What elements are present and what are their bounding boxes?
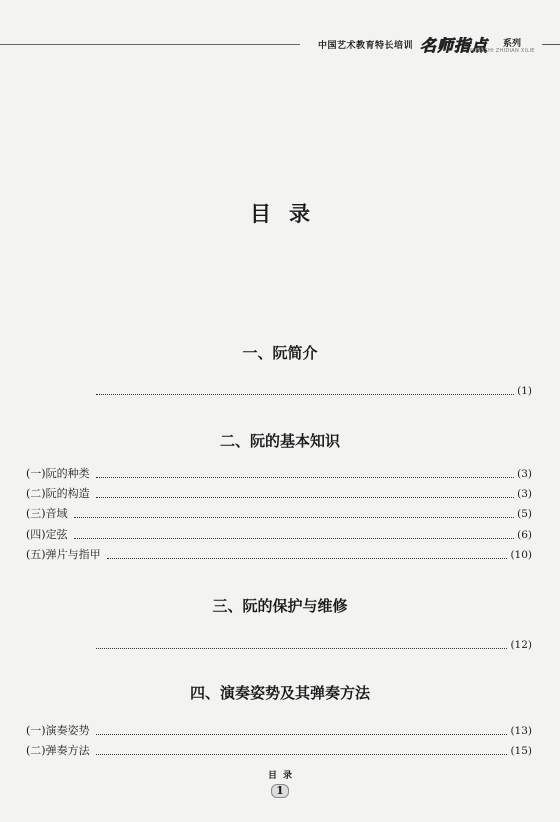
dot-leader <box>96 734 508 735</box>
page-number: (15) <box>510 745 532 757</box>
toc-entry[interactable] <box>26 528 532 542</box>
page-number: (6) <box>517 529 532 541</box>
page-number: (12) <box>510 639 532 651</box>
page-number: (3) <box>517 468 532 480</box>
page-number: (1) <box>517 385 532 397</box>
header-right-rule <box>542 44 560 45</box>
toc-entry[interactable] <box>26 507 532 521</box>
dot-leader <box>96 754 508 755</box>
toc-entry[interactable] <box>26 467 532 481</box>
entry-label: (二)弹奏方法 <box>26 744 90 757</box>
dot-leader <box>96 648 507 649</box>
footer-label: 目录 <box>267 771 298 781</box>
header-left-rule <box>0 44 300 45</box>
toc-entry[interactable] <box>26 487 532 501</box>
section-title: 二、阮的基本知识 <box>219 432 340 450</box>
series-logo: 名师指点 <box>420 36 489 55</box>
entry-label: (三)音域 <box>26 507 68 520</box>
page-number-badge: 1 <box>271 784 289 798</box>
page-number: (13) <box>510 725 532 737</box>
dot-leader <box>107 558 508 559</box>
page-number: (10) <box>510 549 532 561</box>
toc-entry[interactable] <box>96 638 532 652</box>
entry-label: (二)阮的构造 <box>26 487 90 500</box>
section-title: 一、阮简介 <box>242 344 318 362</box>
entry-label: (五)弹片与指甲 <box>26 548 101 561</box>
entry-label: (一)演奏姿势 <box>26 724 90 737</box>
entry-label: (一)阮的种类 <box>26 467 90 480</box>
dot-leader <box>96 394 514 395</box>
dot-leader <box>74 517 515 518</box>
section-title: 四、演奏姿势及其弹奏方法 <box>189 684 370 702</box>
toc-entry[interactable] <box>26 724 532 738</box>
dot-leader <box>96 497 515 498</box>
header-series-name: 中国艺术教育特长培训 <box>318 41 414 51</box>
header-series-suffix: 系列 <box>503 39 522 49</box>
toc-title: 目录 <box>250 201 328 226</box>
dot-leader <box>74 538 515 539</box>
section-title: 三、阮的保护与维修 <box>212 597 348 615</box>
logo-subtitle: MINGSHI ZHIDIAN XILIE <box>470 48 535 54</box>
entry-label: (四)定弦 <box>26 528 68 541</box>
page-number: (5) <box>517 508 532 520</box>
page-number: (3) <box>517 488 532 500</box>
dot-leader <box>96 477 515 478</box>
footer-page-number <box>0 784 560 798</box>
toc-entry[interactable] <box>26 548 532 562</box>
toc-entry[interactable] <box>96 384 532 398</box>
toc-entry[interactable] <box>26 744 532 758</box>
